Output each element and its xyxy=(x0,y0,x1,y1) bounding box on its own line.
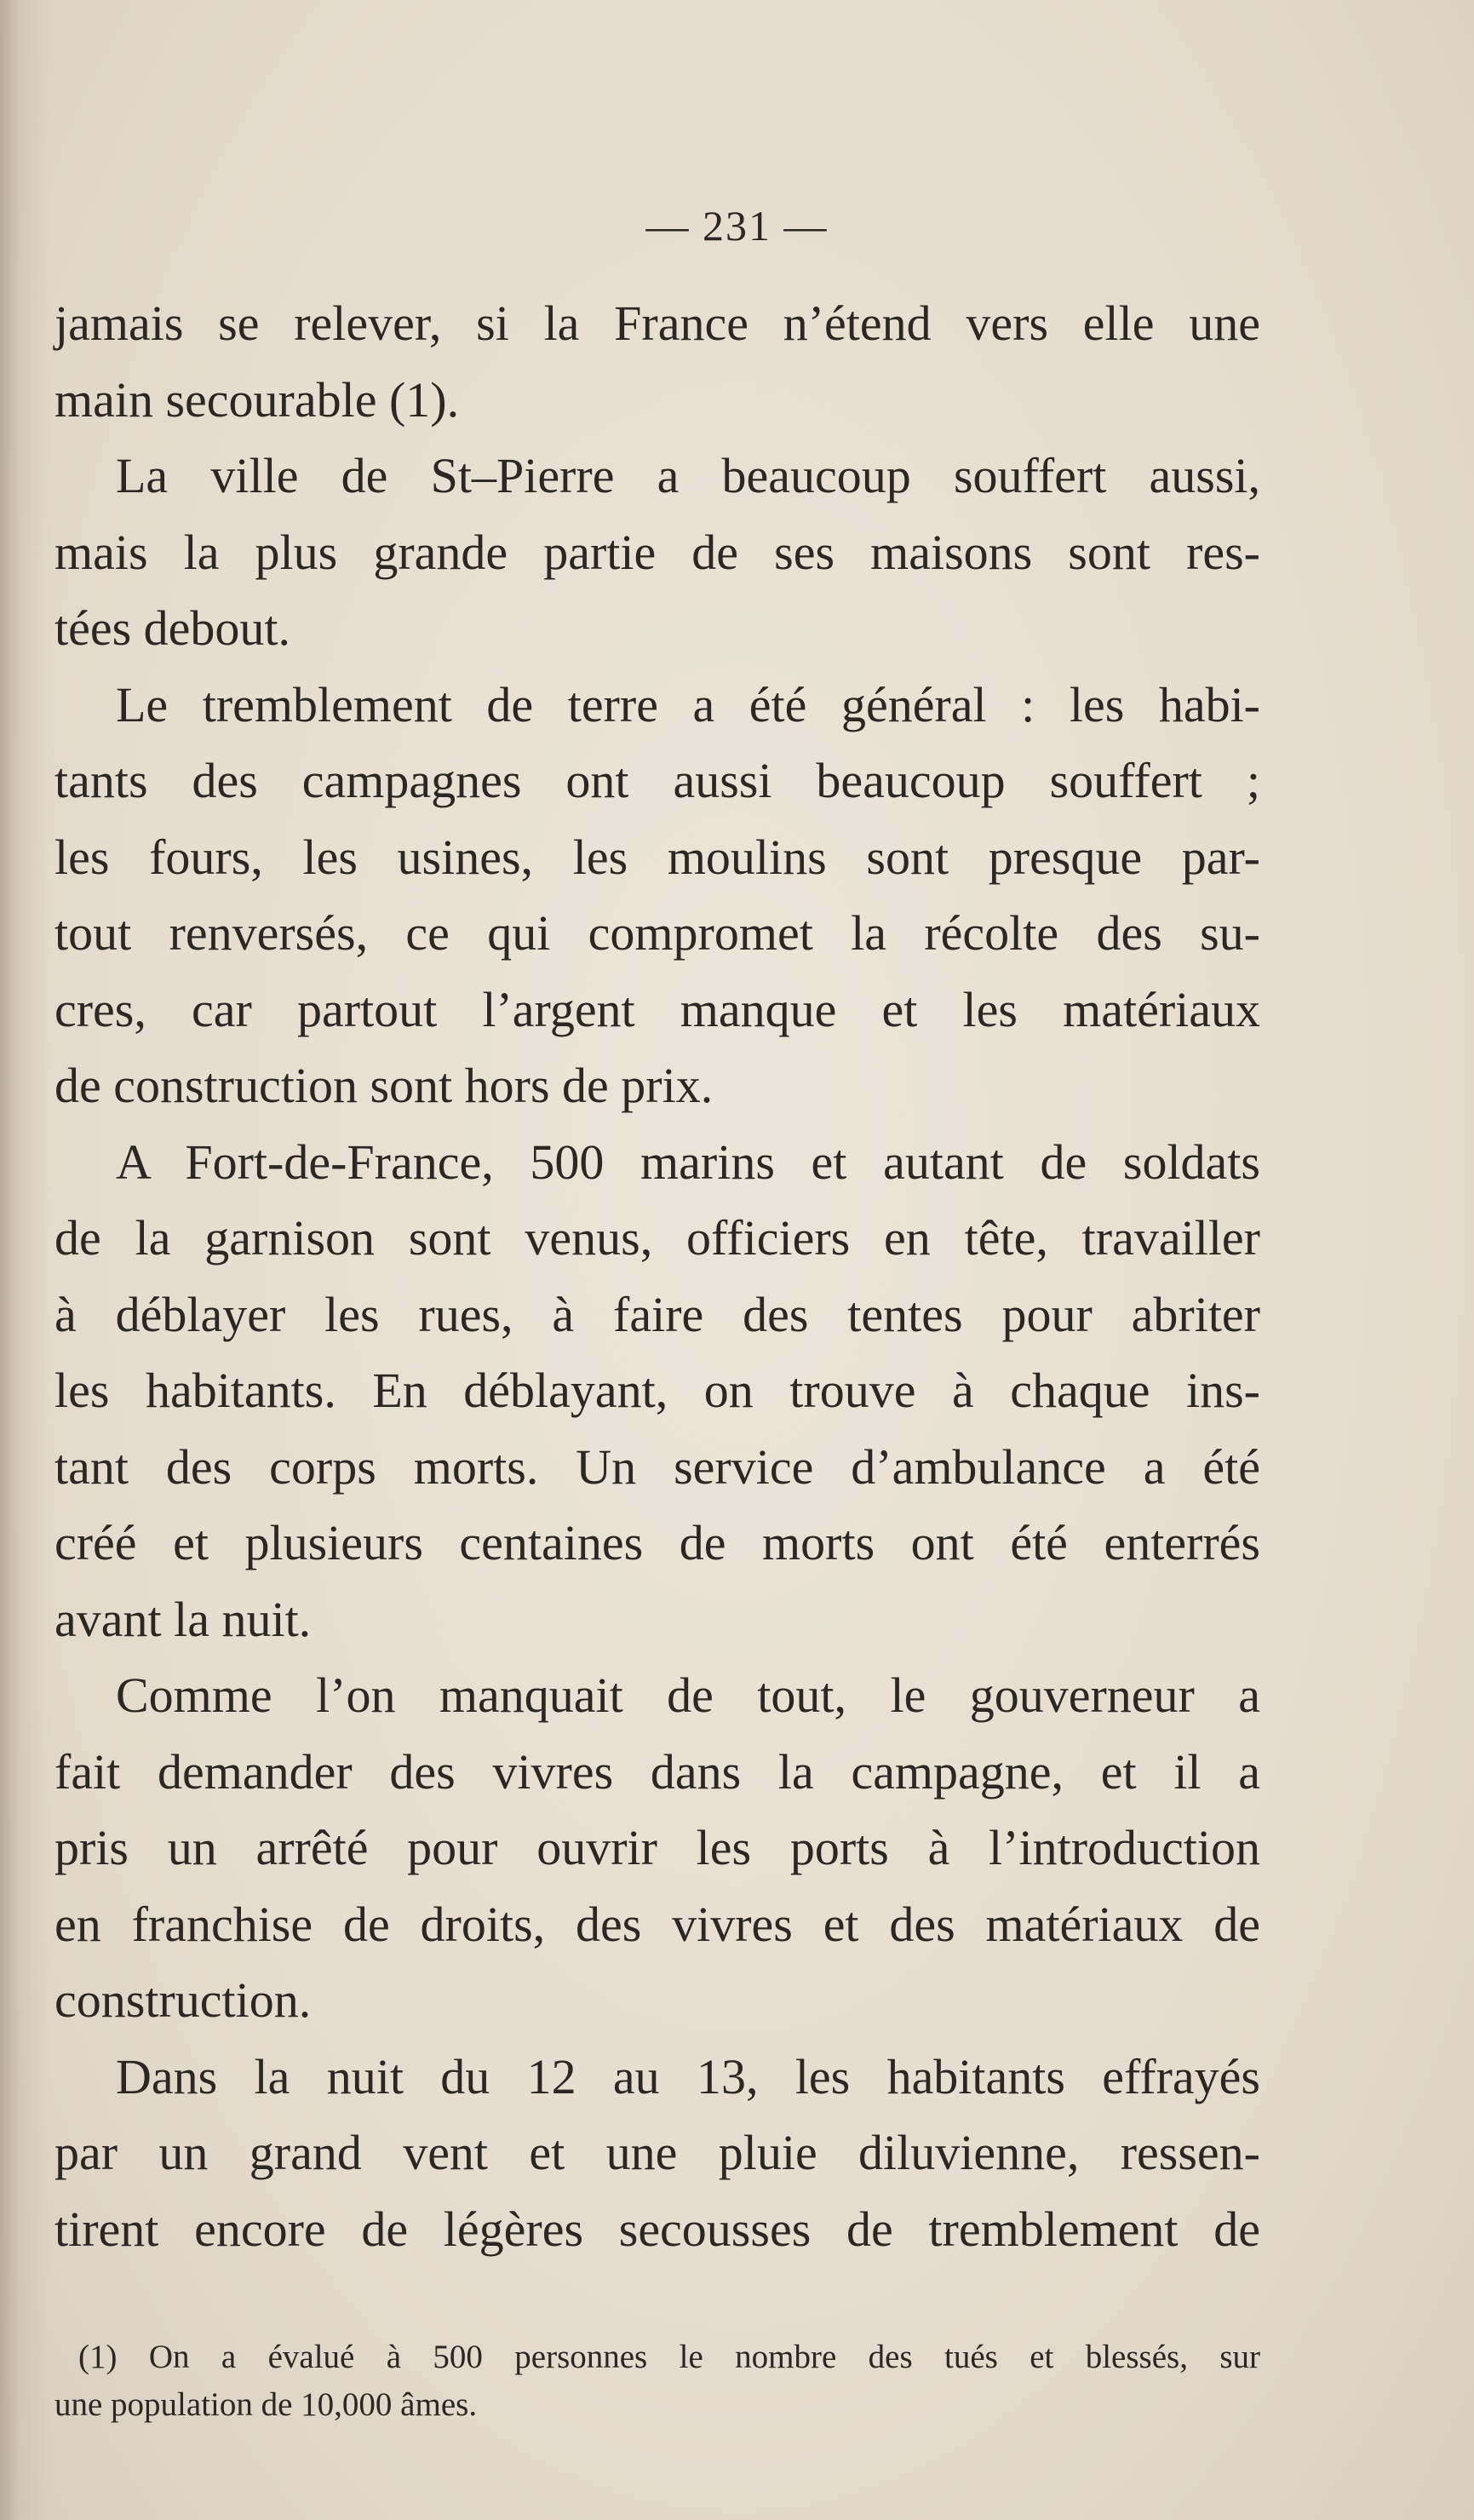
text-line: Dans la nuit du 12 au 13, les habitants effrayés xyxy=(116,2048,1260,2104)
page-gutter-shadow xyxy=(0,0,51,2520)
text-line: créé et plusieurs centaines de morts ont été enterrés xyxy=(54,1515,1260,1570)
text-line: construction. xyxy=(54,1972,312,2028)
text-line: fait demander des vivres dans la campagne, et il a xyxy=(54,1743,1260,1800)
text-line: les habitants. En déblayant, on trouve à chaque ins- xyxy=(54,1363,1260,1418)
text-line: tirent encore de légères secousses de tremblement de xyxy=(54,2201,1260,2257)
text-line: tées debout. xyxy=(54,600,291,656)
text-line: Comme l’on manquait de tout, le gouverneur a xyxy=(116,1668,1260,1723)
text-line: de la garnison sont venus, officiers en tête, travailler xyxy=(54,1210,1260,1266)
text-line: mais la plus grande partie de ses maisons sont res- xyxy=(54,524,1260,580)
footnote-line: (1) On a évalué à 500 personnes le nombre des tués et blessés, sur xyxy=(78,2339,1260,2375)
text-line: pris un arrêté pour ouvrir les ports à l’introduction xyxy=(54,1820,1260,1875)
footnote-line: une population de 10,000 âmes. xyxy=(54,2386,478,2423)
text-line: les fours, les usines, les moulins sont presque par- xyxy=(54,829,1260,885)
page-number: — 231 — xyxy=(645,202,829,250)
text-line: tants des campagnes ont aussi beaucoup souffert ; xyxy=(54,753,1260,808)
text-line: jamais se relever, si la France n’étend vers elle une xyxy=(54,296,1260,351)
body-text xyxy=(54,285,1260,2267)
text-line: main secourable (1). xyxy=(54,371,460,428)
text-line: cres, car partout l’argent manque et les matériaux xyxy=(54,981,1260,1037)
footnote xyxy=(54,2333,1260,2429)
text-line: A Fort-de-France, 500 marins et autant de soldats xyxy=(116,1134,1260,1190)
text-line: Le tremblement de terre a été général : les habi- xyxy=(116,676,1260,732)
text-line: par un grand vent et une pluie diluvienne, ressen- xyxy=(54,2125,1260,2180)
text-line: de construction sont hors de prix. xyxy=(54,1058,714,1113)
text-line: tant des corps morts. Un service d’ambulance a été xyxy=(54,1438,1260,1495)
text-line: tout renversés, ce qui compromet la récolte des su- xyxy=(54,905,1260,961)
text-line: à déblayer les rues, à faire des tentes pour abriter xyxy=(54,1286,1260,1342)
text-line: avant la nuit. xyxy=(54,1591,312,1647)
text-line: La ville de St–Pierre a beaucoup souffert aussi, xyxy=(116,448,1260,503)
text-line: en franchise de droits, des vivres et des matériaux de xyxy=(54,1896,1260,1952)
